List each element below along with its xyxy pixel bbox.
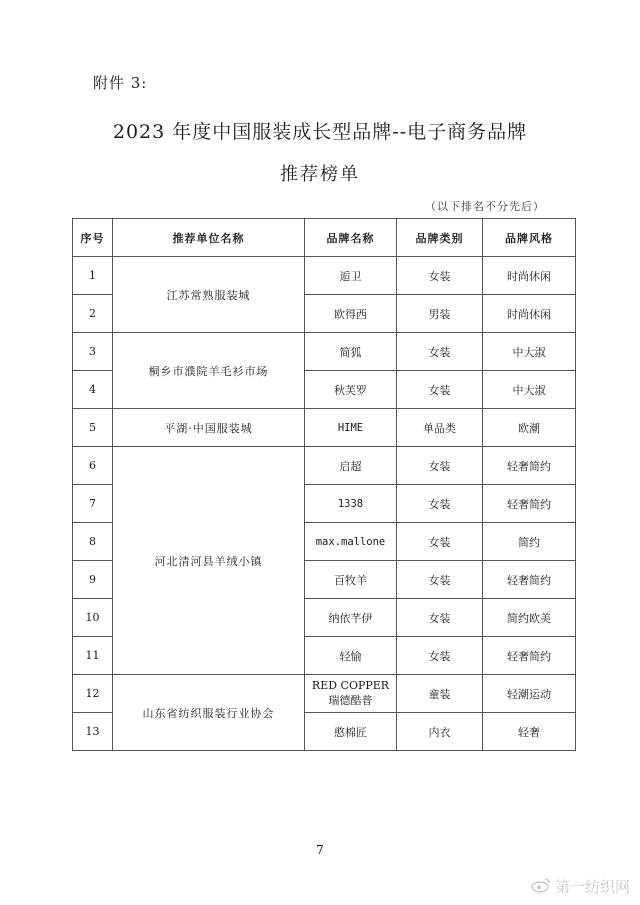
table-row [73, 257, 576, 295]
header-style: 品牌风格 [483, 219, 576, 257]
brand-name: HIME [305, 409, 397, 447]
brand-name-two-line [305, 675, 397, 713]
brand-name: 纳依芊伊 [305, 599, 397, 637]
brand-style: 中大淑 [483, 371, 576, 409]
row-number: 10 [73, 599, 113, 637]
brand-style: 简约欧美 [483, 599, 576, 637]
brand-category: 女装 [397, 371, 483, 409]
table-row [73, 447, 576, 485]
recommending-unit: 江苏常熟服装城 [113, 257, 305, 333]
brand-name: 欧得西 [305, 295, 397, 333]
brand-style: 轻奢简约 [483, 561, 576, 599]
watermark [531, 876, 630, 897]
brand-recommendation-table [72, 218, 576, 751]
brand-category: 女装 [397, 637, 483, 675]
brand-category: 女装 [397, 523, 483, 561]
row-number: 2 [73, 295, 113, 333]
brand-style: 时尚休闲 [483, 257, 576, 295]
row-number: 4 [73, 371, 113, 409]
brand-style: 轻奢简约 [483, 485, 576, 523]
weibo-icon [531, 877, 551, 897]
brand-category: 内衣 [397, 713, 483, 751]
document-title: 2023 年度中国服装成长型品牌--电子商务品牌 [112, 121, 528, 143]
brand-style: 轻潮运动 [483, 675, 576, 713]
row-number: 13 [73, 713, 113, 751]
table-row [73, 409, 576, 447]
table-header-row [73, 219, 576, 257]
row-number: 5 [73, 409, 113, 447]
brand-style: 中大淑 [483, 333, 576, 371]
brand-name: 憨棉匠 [305, 713, 397, 751]
brand-name-cn: 瑞德酷普 [328, 694, 373, 707]
header-brand: 品牌名称 [305, 219, 397, 257]
brand-style: 轻奢简约 [483, 637, 576, 675]
brand-category: 女装 [397, 257, 483, 295]
brand-name: 1338 [305, 485, 397, 523]
row-number: 11 [73, 637, 113, 675]
brand-style: 轻奢 [483, 713, 576, 751]
brand-name-en: RED COPPER [311, 679, 390, 692]
brand-category: 童装 [397, 675, 483, 713]
row-number: 12 [73, 675, 113, 713]
brand-name: 秋芙罗 [305, 371, 397, 409]
brand-name: 启超 [305, 447, 397, 485]
row-number: 1 [73, 257, 113, 295]
recommending-unit: 平湖·中国服装城 [113, 409, 305, 447]
table-row [73, 333, 576, 371]
brand-name: 逅卫 [305, 257, 397, 295]
brand-name: max.mallone [305, 523, 397, 561]
ranking-note: （以下排名不分先后） [425, 200, 545, 213]
document-subtitle: 推荐榜单 [280, 164, 360, 185]
brand-style: 欧潮 [483, 409, 576, 447]
brand-category: 女装 [397, 561, 483, 599]
brand-style: 轻奢简约 [483, 447, 576, 485]
brand-name: 轻愉 [305, 637, 397, 675]
recommending-unit: 河北清河县羊绒小镇 [113, 447, 305, 675]
recommending-unit: 桐乡市濮院羊毛衫市场 [113, 333, 305, 409]
recommending-unit: 山东省纺织服装行业协会 [113, 675, 305, 751]
brand-category: 男装 [397, 295, 483, 333]
brand-style: 时尚休闲 [483, 295, 576, 333]
row-number: 3 [73, 333, 113, 371]
row-number: 6 [73, 447, 113, 485]
brand-style: 简约 [483, 523, 576, 561]
brand-category: 女装 [397, 599, 483, 637]
header-unit: 推荐单位名称 [113, 219, 305, 257]
attachment-label: 附件 3: [93, 74, 148, 92]
brand-category: 女装 [397, 447, 483, 485]
table-row [73, 675, 576, 713]
row-number: 8 [73, 523, 113, 561]
brand-category: 单品类 [397, 409, 483, 447]
brand-name: 简狐 [305, 333, 397, 371]
header-category: 品牌类别 [397, 219, 483, 257]
brand-category: 女装 [397, 333, 483, 371]
row-number: 7 [73, 485, 113, 523]
brand-name: 百牧羊 [305, 561, 397, 599]
page-number: 7 [316, 843, 324, 857]
brand-category: 女装 [397, 485, 483, 523]
header-no: 序号 [73, 219, 113, 257]
watermark-text: 第一纺织网 [554, 878, 630, 896]
row-number: 9 [73, 561, 113, 599]
